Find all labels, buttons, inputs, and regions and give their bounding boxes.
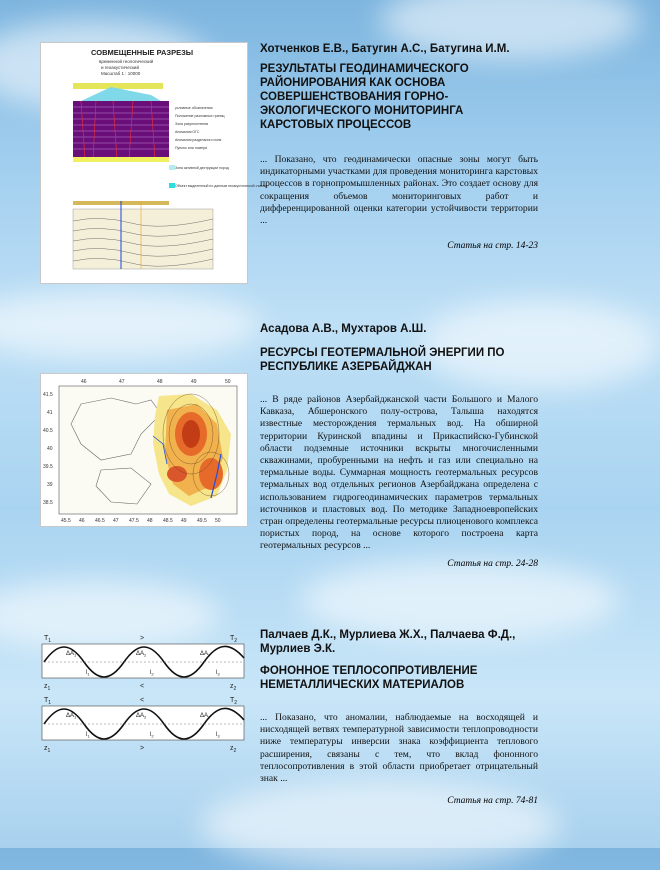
relation-sign: < <box>140 683 145 690</box>
svg-text:z1: $z_1$ <box>44 745 51 754</box>
article-page-ref[interactable]: Статья на стр. 14-23 <box>447 241 538 251</box>
svg-text:ΔA1: $\Delta A_1$ <box>66 651 77 658</box>
article-geodynamic <box>260 42 538 227</box>
map-tick: 45.5 <box>61 518 71 524</box>
figure-title: СОВМЕЩЕННЫЕ РАЗРЕЗЫ <box>91 48 194 57</box>
map-tick: 41 <box>47 410 53 416</box>
article-excerpt: ... Показано, что геодинамически опасные зоны могут быть индикаторными участками для проведения мониторинга карстовых процессов в горнопромышленных районах. Это создает основу для сокращения объемов мониторинговых работ и дифференцированной оценки категории устойчивости территории ... <box>260 154 538 227</box>
article-excerpt: ... Показано, что аномалии, наблюдаемые на восходящей и нисходящей ветвях температурной зависимости теплопроводности ниже температуры инверсии знака коэффициента теплового расширения, связаны с тем, что вклад фононного теплосопротивления в этой области приобретает отрицательный знак ... <box>260 712 538 785</box>
legend-item: Положение разломных границ <box>175 114 225 118</box>
legend-item: условные обозначения <box>175 106 213 110</box>
phonon-diagram-figure <box>40 628 246 758</box>
figure-scale: Масштаб 1 : 10000 <box>101 71 141 76</box>
map-tick: 48 <box>147 518 153 524</box>
relation-sign: > <box>140 745 145 752</box>
map-tick: 49.5 <box>197 518 207 524</box>
svg-text:l1: $l_1$ <box>86 670 90 677</box>
article-title[interactable]: РЕЗУЛЬТАТЫ ГЕОДИНАМИЧЕСКОГО РАЙОНИРОВАНИЯ КАК ОСНОВА СОВЕРШЕНСТВОВАНИЯ ГОРНО-ЭКОЛОГИЧЕСКОГО МОНИТОРИНГА КАРСТОВЫХ ПРОЦЕССОВ <box>260 63 469 131</box>
article-excerpt: ... В ряде районов Азербайджанской части Большого и Малого Кавказа, Абшеронского полу-острова, Талыша находятся известные месторождения термальных вод. На обширной территории Куринской впадины и Прикаспийско-Губинской области подземные источники вскрыты многочисленными скважинами, пробуренными на нефть и газ или специально на термальные воды. Суммарная мощность геотермальных ресурсов термальных вод отдельных регионов Азербайджана определена с использованием гидрогеодинамических параметров термальных источников и пластовых вод. По методике Западноевропейских стран определены геотермальные ресурсы плиоценового комплекса пористых пород, на основе которого построена карта геотермальных ресурсов ... <box>260 394 538 552</box>
article-geothermal <box>260 322 538 553</box>
figure-subtitle: и геоакустический <box>101 65 139 70</box>
legend-item: Зона разуплотнения <box>175 122 209 126</box>
map-tick: 40.5 <box>43 428 53 434</box>
article-phonon <box>260 628 538 785</box>
map-tick: 41.5 <box>43 392 53 398</box>
svg-text:l1: $l_1$ <box>86 732 90 739</box>
legend-item: Пункты или номера <box>175 146 207 150</box>
map-tick: 39 <box>47 482 53 488</box>
map-tick: 47.5 <box>129 518 139 524</box>
cloud <box>0 290 260 360</box>
svg-text:ΔA2: $\Delta A_2$ <box>136 713 147 720</box>
map-tick: 46.5 <box>95 518 105 524</box>
map-tick: 47 <box>119 379 125 385</box>
svg-text:l3: $l_3$ <box>216 670 220 677</box>
svg-text:z2: $z_2$ <box>230 683 237 692</box>
map-tick: 46 <box>79 518 85 524</box>
map-tick: 49 <box>191 379 197 385</box>
article-title[interactable]: РЕСУРСЫ ГЕОТЕРМАЛЬНОЙ ЭНЕРГИИ ПО РЕСПУБЛИКЕ АЗЕРБАЙДЖАН <box>260 347 505 373</box>
map-tick: 40 <box>47 446 53 452</box>
svg-text:l2: $l_2$ <box>150 670 154 677</box>
map-tick: 38.5 <box>43 500 53 506</box>
map-tick: 50 <box>225 379 231 385</box>
legend-item: Аномалия раздельного поля <box>175 138 222 142</box>
svg-text:T2: $T_2$ <box>230 697 238 706</box>
svg-text:T2: $T_2$ <box>230 635 238 644</box>
article-authors: Палчаев Д.К., Мурлиева Ж.Х., Палчаева Ф.Д., Мурлиев Э.К. <box>260 629 516 655</box>
article-title[interactable]: ФОНОННОЕ ТЕПЛОСОПРОТИВЛЕНИЕ НЕМЕТАЛЛИЧЕСКИХ МАТЕРИАЛОВ <box>260 665 478 691</box>
seismic-sections-figure <box>40 42 268 284</box>
svg-text:l3: $l_3$ <box>216 732 220 739</box>
svg-text:ΔA2: $\Delta A_2$ <box>136 651 147 658</box>
svg-text:ΔA3: $\Delta A_3$ <box>200 651 211 658</box>
legend-item: Аномалия ОГС <box>175 130 200 134</box>
map-tick: 49 <box>181 518 187 524</box>
svg-text:ΔA1: $\Delta A_1$ <box>66 713 77 720</box>
article-page-ref[interactable]: Статья на стр. 24-28 <box>447 559 538 569</box>
svg-text:T1: $T_1$ <box>44 697 52 706</box>
article-authors: Асадова А.В., Мухтаров А.Ш. <box>260 323 427 335</box>
svg-text:z2: $z_2$ <box>230 745 237 754</box>
map-tick: 39.5 <box>43 464 53 470</box>
map-tick: 48.5 <box>163 518 173 524</box>
svg-text:ΔA3: $\Delta A_3$ <box>200 713 211 720</box>
map-tick: 48 <box>157 379 163 385</box>
legend-item: Объект выделенный по данным геоакустической съемки <box>175 184 268 188</box>
svg-text:T1: $T_1$ <box>44 635 52 644</box>
legend-item: Зона активной деструкции пород <box>175 166 229 170</box>
map-tick: 50 <box>215 518 221 524</box>
svg-text:l2: $l_2$ <box>150 732 154 739</box>
article-page-ref[interactable]: Статья на стр. 74-81 <box>447 796 538 806</box>
phonon-panel-1 <box>42 635 244 692</box>
relation-sign: < <box>140 697 145 704</box>
relation-sign: > <box>140 635 145 642</box>
svg-text:z1: $z_1$ <box>44 683 51 692</box>
map-tick: 46 <box>81 379 87 385</box>
map-tick: 47 <box>113 518 119 524</box>
cloud <box>200 780 560 870</box>
article-authors: Хотченков Е.В., Батугин А.С., Батугина И.М. <box>260 43 510 55</box>
phonon-panel-2 <box>42 697 244 754</box>
geothermal-map-figure <box>40 373 248 527</box>
figure-subtitle: временной геологический <box>99 59 154 64</box>
